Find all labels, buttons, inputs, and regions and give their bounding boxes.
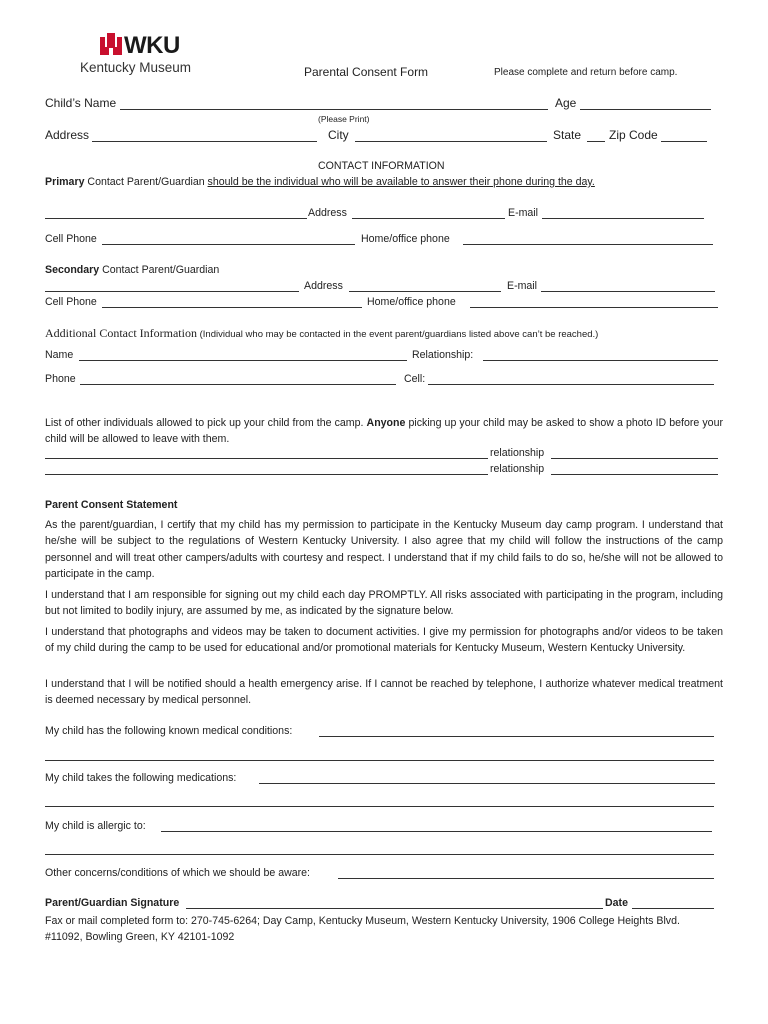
primary-text: Contact Parent/Guardian [84,176,208,188]
primary-underlined-text: should be the individual who will be available to answer their phone during the day. [207,176,595,188]
medications-label: My child takes the following medications: [45,772,237,784]
additional-phone-label: Phone [45,373,76,385]
secondary-address-label: Address [304,280,343,292]
age-field[interactable] [580,109,711,110]
secondary-name-field[interactable] [45,291,299,292]
secondary-cell-label: Cell Phone [45,296,97,308]
consent-paragraph-4: I understand that I will be notified should a health emergency arise. If I cannot be reached by telephone, I authorize whatever medical treatment is deemed necessary by medical personnel. [45,678,723,707]
wku-logo [80,32,220,80]
primary-bold: Primary [45,176,85,188]
secondary-home-office-label: Home/office phone [367,296,456,308]
primary-cell-label: Cell Phone [45,233,97,245]
medical-conditions-field-2[interactable] [45,760,714,761]
pickup-anyone-bold: Anyone [366,417,406,429]
secondary-contact-description [45,264,219,276]
address-field[interactable] [92,141,317,142]
city-label: City [328,128,349,142]
consent-paragraph-2: I understand that I am responsible for signing out my child each day PROMPTLY. All risks associated with participating in the program, including but not limited to bodily injury, are assumed by me, as indicated by the signature below. [45,589,723,618]
address-label: Address [45,128,90,142]
please-print-note: (Please Print) [318,114,370,124]
additional-contact-heading-line [45,326,598,341]
date-label: Date [605,897,628,909]
logo-subtitle: Kentucky Museum [80,60,192,75]
primary-cell-field[interactable] [102,244,355,245]
pickup-text-before: List of other individuals allowed to pick up your child from the camp. [45,417,367,429]
medications-field-2[interactable] [45,806,714,807]
zip-label: Zip Code [609,128,658,142]
secondary-text: Contact Parent/Guardian [99,264,220,276]
zip-field[interactable] [661,141,707,142]
secondary-email-field[interactable] [541,291,715,292]
consent-paragraph-3: I understand that photographs and videos may be taken to document activities. I give my permission for photographs and/or videos to be taken of my child during the camp to be used for educational and/or promotional materials for Kentucky Museum, Western Kentucky University. [45,626,723,655]
medical-conditions-field[interactable] [319,736,714,737]
primary-email-field[interactable] [542,218,704,219]
pickup-text-after: picking up your child may be asked to show a photo ID before your child will be allowed to leave with them. [45,417,723,446]
pickup-instructions [45,415,723,448]
child-name-field[interactable] [120,109,548,110]
allergies-field-2[interactable] [45,854,714,855]
contact-heading: CONTACT INFORMATION [318,160,445,172]
pickup-name-field-2[interactable] [45,474,488,475]
additional-cell-label: Cell: [404,373,426,385]
primary-address-field[interactable] [352,218,505,219]
medications-field[interactable] [259,783,715,784]
secondary-cell-field[interactable] [102,307,362,308]
date-field[interactable] [632,908,714,909]
additional-phone-field[interactable] [80,384,396,385]
state-field[interactable] [587,141,605,142]
pickup-name-field-1[interactable] [45,458,488,459]
secondary-address-field[interactable] [349,291,501,292]
signature-label: Parent/Guardian Signature [45,897,180,909]
age-label: Age [555,96,577,110]
additional-heading: Additional Contact Information [45,326,197,340]
additional-relationship-label: Relationship: [412,349,474,361]
consent-heading: Parent Consent Statement [45,499,178,511]
pickup-relationship-label-1: relationship [490,447,545,459]
footer-mailing-instructions: Fax or mail completed form to: 270-745-6264; Day Camp, Kentucky Museum, Western Kentucky University, 1906 College Heights Blvd. #11092, Bowling Green, KY 42101-1092 [45,915,680,944]
form-title: Parental Consent Form [304,65,429,79]
primary-name-field[interactable] [45,218,307,219]
other-concerns-field[interactable] [338,878,714,879]
additional-relationship-field[interactable] [483,360,718,361]
primary-address-label: Address [308,207,347,219]
pickup-relationship-label-2: relationship [490,463,545,475]
primary-contact-description [45,176,595,188]
cupola-icon [100,33,122,55]
primary-home-office-field[interactable] [463,244,713,245]
secondary-email-label: E-mail [507,280,538,292]
return-instruction: Please complete and return before camp. [494,67,678,78]
child-name-label: Child’s Name [45,96,117,110]
secondary-home-office-field[interactable] [470,307,718,308]
additional-name-label: Name [45,349,74,361]
city-field[interactable] [355,141,547,142]
pickup-relationship-field-1[interactable] [551,458,718,459]
consent-paragraph-1: As the parent/guardian, I certify that my child has my permission to participate in the Kentucky Museum day camp program. I understand that he/she will be subject to the regulations of Western Kentucky University. I also agree that my child will follow the instructions of the camp personnel and will treat other campers/adults with courtesy and respect. I understand that if my child fails to do so, he/she will not be allowed to participate in the camp. [45,519,723,581]
additional-cell-field[interactable] [428,384,714,385]
pickup-relationship-field-2[interactable] [551,474,718,475]
additional-name-field[interactable] [79,360,407,361]
other-concerns-label: Other concerns/conditions of which we should be aware: [45,867,310,879]
signature-field[interactable] [186,908,603,909]
additional-note: (Individual who may be contacted in the event parent/guardians listed above can’t be reached.) [196,329,599,340]
primary-email-label: E-mail [508,207,539,219]
state-label: State [553,128,582,142]
secondary-bold: Secondary [45,264,100,276]
allergies-field[interactable] [161,831,712,832]
logo-wordmark: WKU [124,32,180,59]
allergies-label: My child is allergic to: [45,820,146,832]
medical-conditions-label: My child has the following known medical conditions: [45,725,293,737]
primary-home-office-label: Home/office phone [361,233,450,245]
